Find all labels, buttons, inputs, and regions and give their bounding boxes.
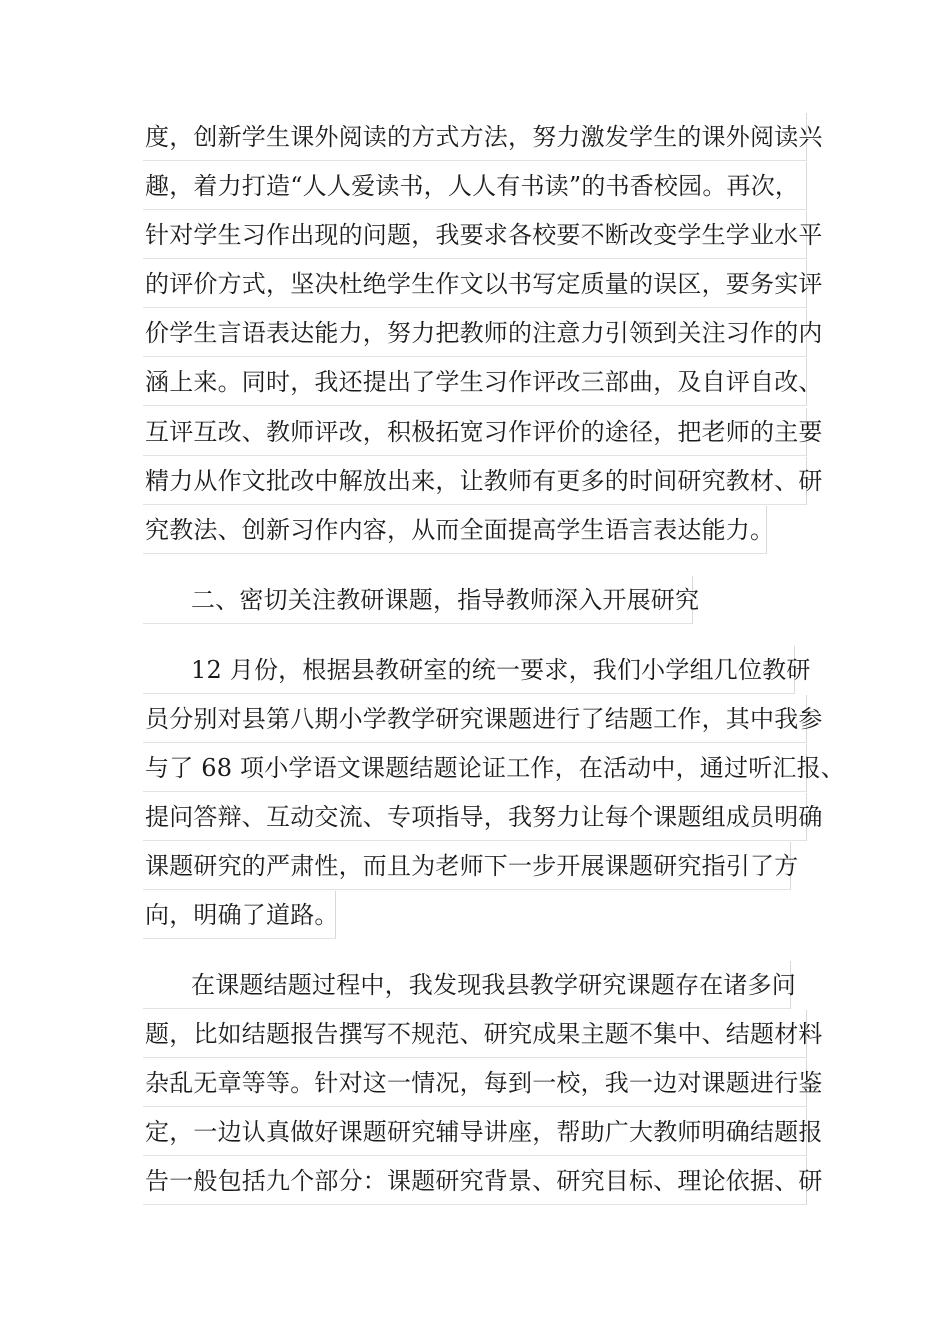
text-line: 员分别对县第八期小学教学研究课题进行了结题工作，其中我参 (143, 695, 807, 743)
paragraph-first-line: 在课题结题过程中，我发现我县教学研究课题存在诸多问 (143, 961, 791, 1009)
text-line: 与了 68 项小学语文课题结题论证工作，在活动中，通过听汇报、 (143, 744, 807, 792)
text-line: 互评互改、教师评改，积极拓宽习作评价的途径，把老师的主要 (143, 408, 807, 456)
text-line: 课题研究的严肃性，而且为老师下一步开展课题研究指引了方 (143, 842, 791, 890)
text-line: 题，比如结题报告撰写不规范、研究成果主题不集中、结题材料 (143, 1010, 807, 1058)
text-line: 精力从作文批改中解放出来，让教师有更多的时间研究教材、研 (143, 457, 807, 505)
text-line: 趣，着力打造“人人爱读书，人人有书读”的书香校园。再次， (143, 162, 807, 210)
text-line: 涵上来。同时，我还提出了学生习作评改三部曲，及自评自改、 (143, 358, 807, 406)
text-line: 的评价方式，坚决杜绝学生作文以书写定质量的误区，要务实评 (143, 260, 807, 308)
text-line: 定，一边认真做好课题研究辅导讲座，帮助广大教师明确结题报 (143, 1108, 807, 1156)
text-line: 杂乱无章等等。针对这一情况，每到一校，我一边对课题进行鉴 (143, 1059, 807, 1107)
text-line: 度，创新学生课外阅读的方式方法，努力激发学生的课外阅读兴 (143, 113, 807, 161)
paragraph-last-line: 向，明确了道路。 (143, 891, 336, 939)
paragraph-last-line: 究教法、创新习作内容，从而全面提高学生语言表达能力。 (143, 506, 767, 554)
text-line: 告一般包括九个部分：课题研究背景、研究目标、理论依据、研 (143, 1157, 807, 1205)
paragraph-first-line: 12 月份，根据县教研室的统一要求，我们小学组几位教研 (143, 646, 795, 694)
text-line: 价学生言语表达能力，努力把教师的注意力引领到关注习作的内 (143, 309, 807, 357)
section-heading: 二、密切关注教研课题，指导教师深入开展研究 (143, 576, 693, 624)
text-line: 针对学生习作出现的问题，我要求各校要不断改变学生学业水平 (143, 211, 807, 259)
text-line: 提问答辩、互动交流、专项指导，我努力让每个课题组成员明确 (143, 793, 807, 841)
